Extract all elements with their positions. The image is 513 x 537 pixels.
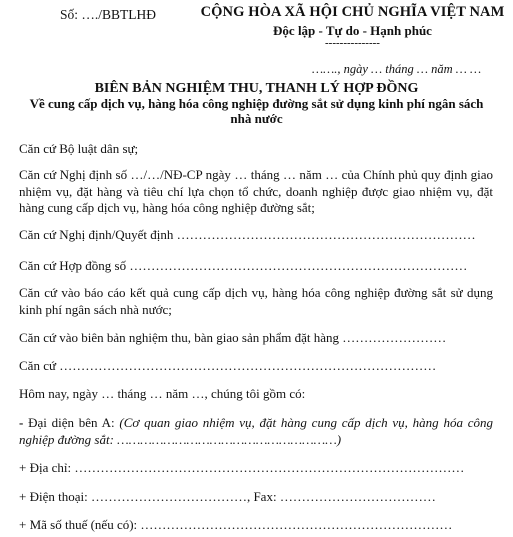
basis-contract bbox=[19, 258, 493, 275]
date-line: ……., ngày … tháng … năm … … bbox=[312, 62, 482, 76]
basis-report: Căn cứ vào báo cáo kết quả cung cấp dịch vụ, hàng hóa công nghiệp đường sắt sử dụng kinh phí ngân sách nhà nước; bbox=[19, 285, 493, 317]
party-a-address-text: + Địa chỉ: ……………………………………………………………………………… bbox=[19, 460, 465, 475]
document-title: BIÊN BẢN NGHIỆM THU, THANH LÝ HỢP ĐỒNG bbox=[94, 81, 419, 96]
today-statement: Hôm nay, ngày … tháng … năm …, chúng tôi gồm có: bbox=[19, 386, 306, 401]
basis-decree-decision bbox=[19, 227, 493, 244]
party-a-phone-fax bbox=[19, 489, 493, 506]
party-a-tax-code bbox=[19, 517, 493, 534]
basis-decree-decision-text: Căn cứ Nghị định/Quyết định …………………………………………………………… bbox=[19, 227, 476, 242]
document-subtitle: Về cung cấp dịch vụ, hàng hóa công nghiệp đường sắt sử dụng kinh phí ngân sách nhà nước bbox=[29, 96, 484, 126]
nation-name: CỘNG HÒA XÃ HỘI CHỦ NGHĨA VIỆT NAM bbox=[200, 4, 505, 20]
basis-other bbox=[19, 358, 493, 375]
national-header bbox=[200, 4, 505, 47]
basis-acceptance-minutes bbox=[19, 330, 493, 347]
basis-acceptance-minutes-text: Căn cứ vào biên bản nghiệm thu, bàn giao sản phẩm đặt hàng …………………… bbox=[19, 330, 447, 345]
national-motto: Độc lập - Tự do - Hạnh phúc bbox=[273, 23, 432, 38]
party-a-representative bbox=[19, 415, 493, 448]
party-a-dash: - bbox=[19, 415, 29, 430]
document-number: Số: …./BBTLHĐ bbox=[60, 7, 157, 22]
party-a-label: Đại diện bên A: bbox=[28, 415, 120, 430]
party-a-address bbox=[19, 460, 493, 477]
party-a-phone-fax-text: + Điện thoại: ………………………………, Fax: ……………………………… bbox=[19, 489, 436, 504]
basis-decree: Căn cứ Nghị định số …/…/NĐ-CP ngày … tháng … năm … của Chính phủ quy định giao nhiệm vụ, đặt hàng và tiêu chí lựa chọn tổ chức, doanh nghiệp được giao nhiệm vụ, đặt hàng cung cấp dịch vụ, hàng hóa công nghiệp đường sắt; bbox=[19, 167, 493, 215]
basis-other-text: Căn cứ …………………………………………………………………………… bbox=[19, 358, 437, 373]
basis-contract-text: Căn cứ Hợp đồng số …………………………………………………………………… bbox=[19, 258, 468, 273]
motto-underline: --------------- bbox=[325, 37, 380, 49]
basis-civil-code: Căn cứ Bộ luật dân sự; bbox=[19, 141, 139, 156]
party-a-tax-code-text: + Mã số thuế (nếu có): ……………………………………………………………… bbox=[19, 517, 453, 532]
party-a-description: (Cơ quan giao nhiệm vụ, đặt hàng cung cấp dịch vụ, hàng hóa công nghiệp đường sắt: …………………………………………………) bbox=[19, 415, 493, 447]
